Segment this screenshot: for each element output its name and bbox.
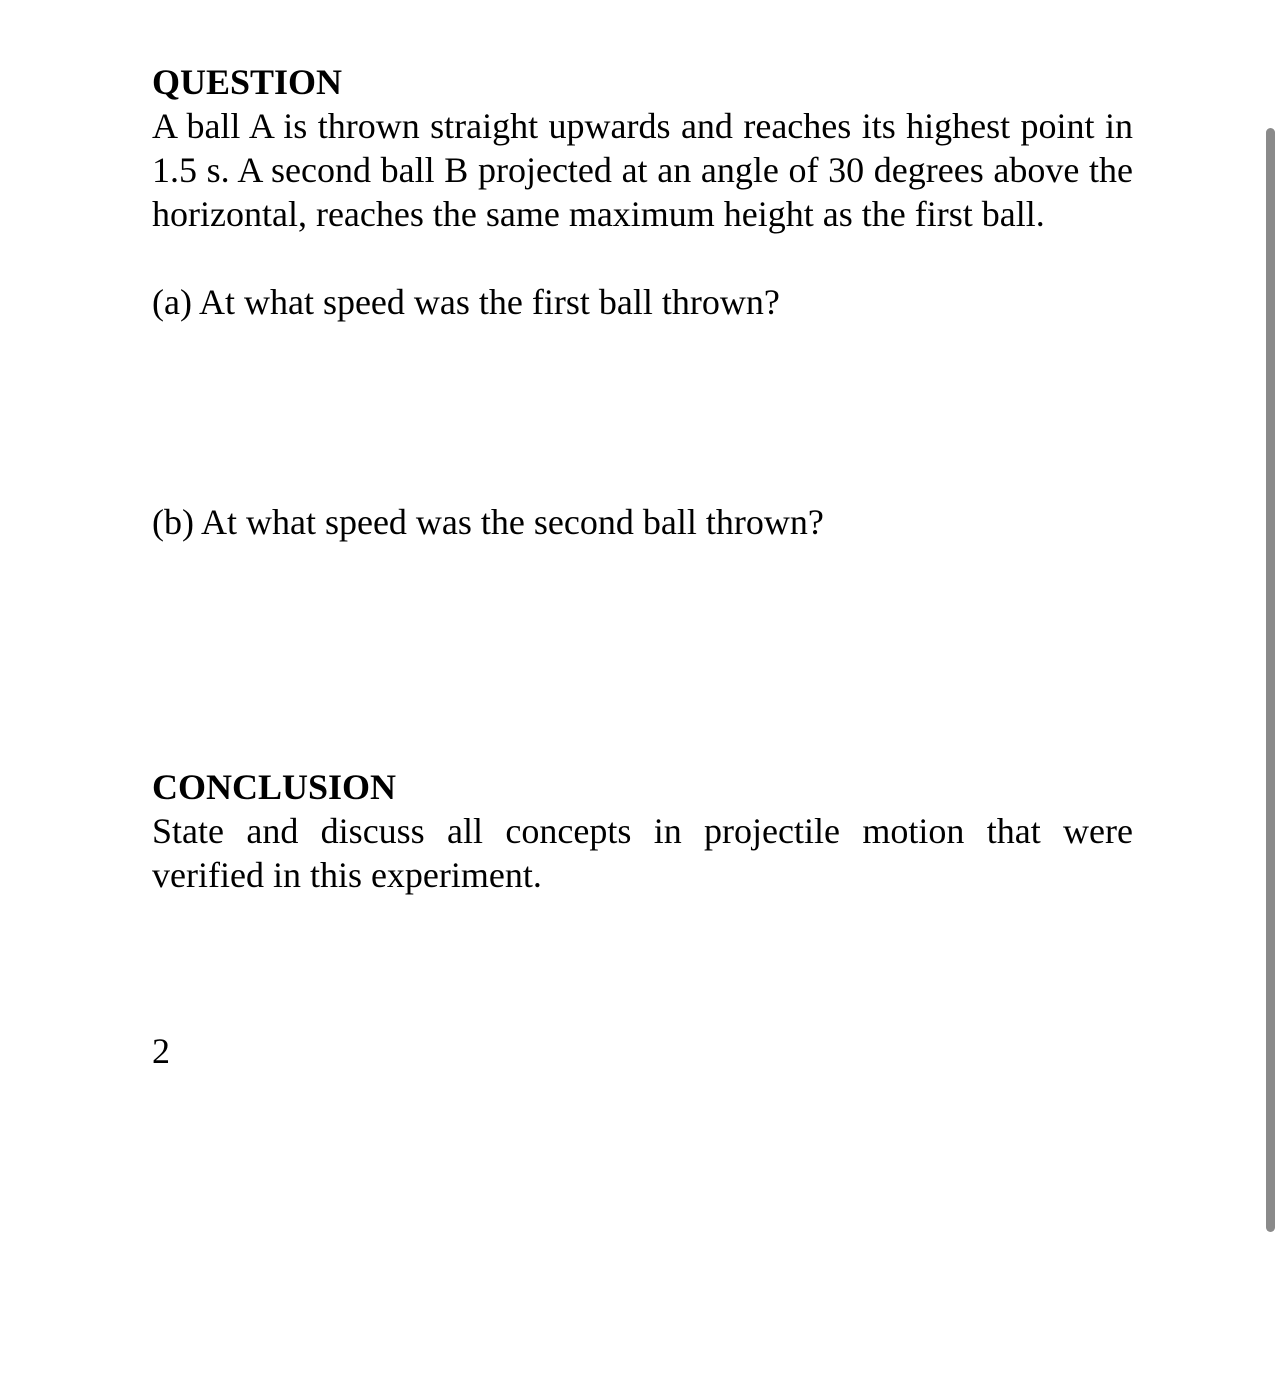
conclusion-heading: CONCLUSION <box>152 767 397 807</box>
question-heading: QUESTION <box>152 62 343 102</box>
question-text: A ball A is thrown straight upwards and reaches its highest point in 1.5 s. A second ball B projected at an angle of 30 degrees above the horizontal, reaches the same maximum height as the first ball. <box>152 106 1133 234</box>
page-number: 2 <box>152 1031 170 1071</box>
question-part-a: (a) At what speed was the first ball thrown? <box>152 282 780 322</box>
question-part-b: (b) At what speed was the second ball thrown? <box>152 502 824 542</box>
conclusion-text: State and discuss all concepts in projectile motion that were verified in this experiment. <box>152 811 1133 895</box>
vertical-scrollbar[interactable] <box>1266 128 1275 1232</box>
